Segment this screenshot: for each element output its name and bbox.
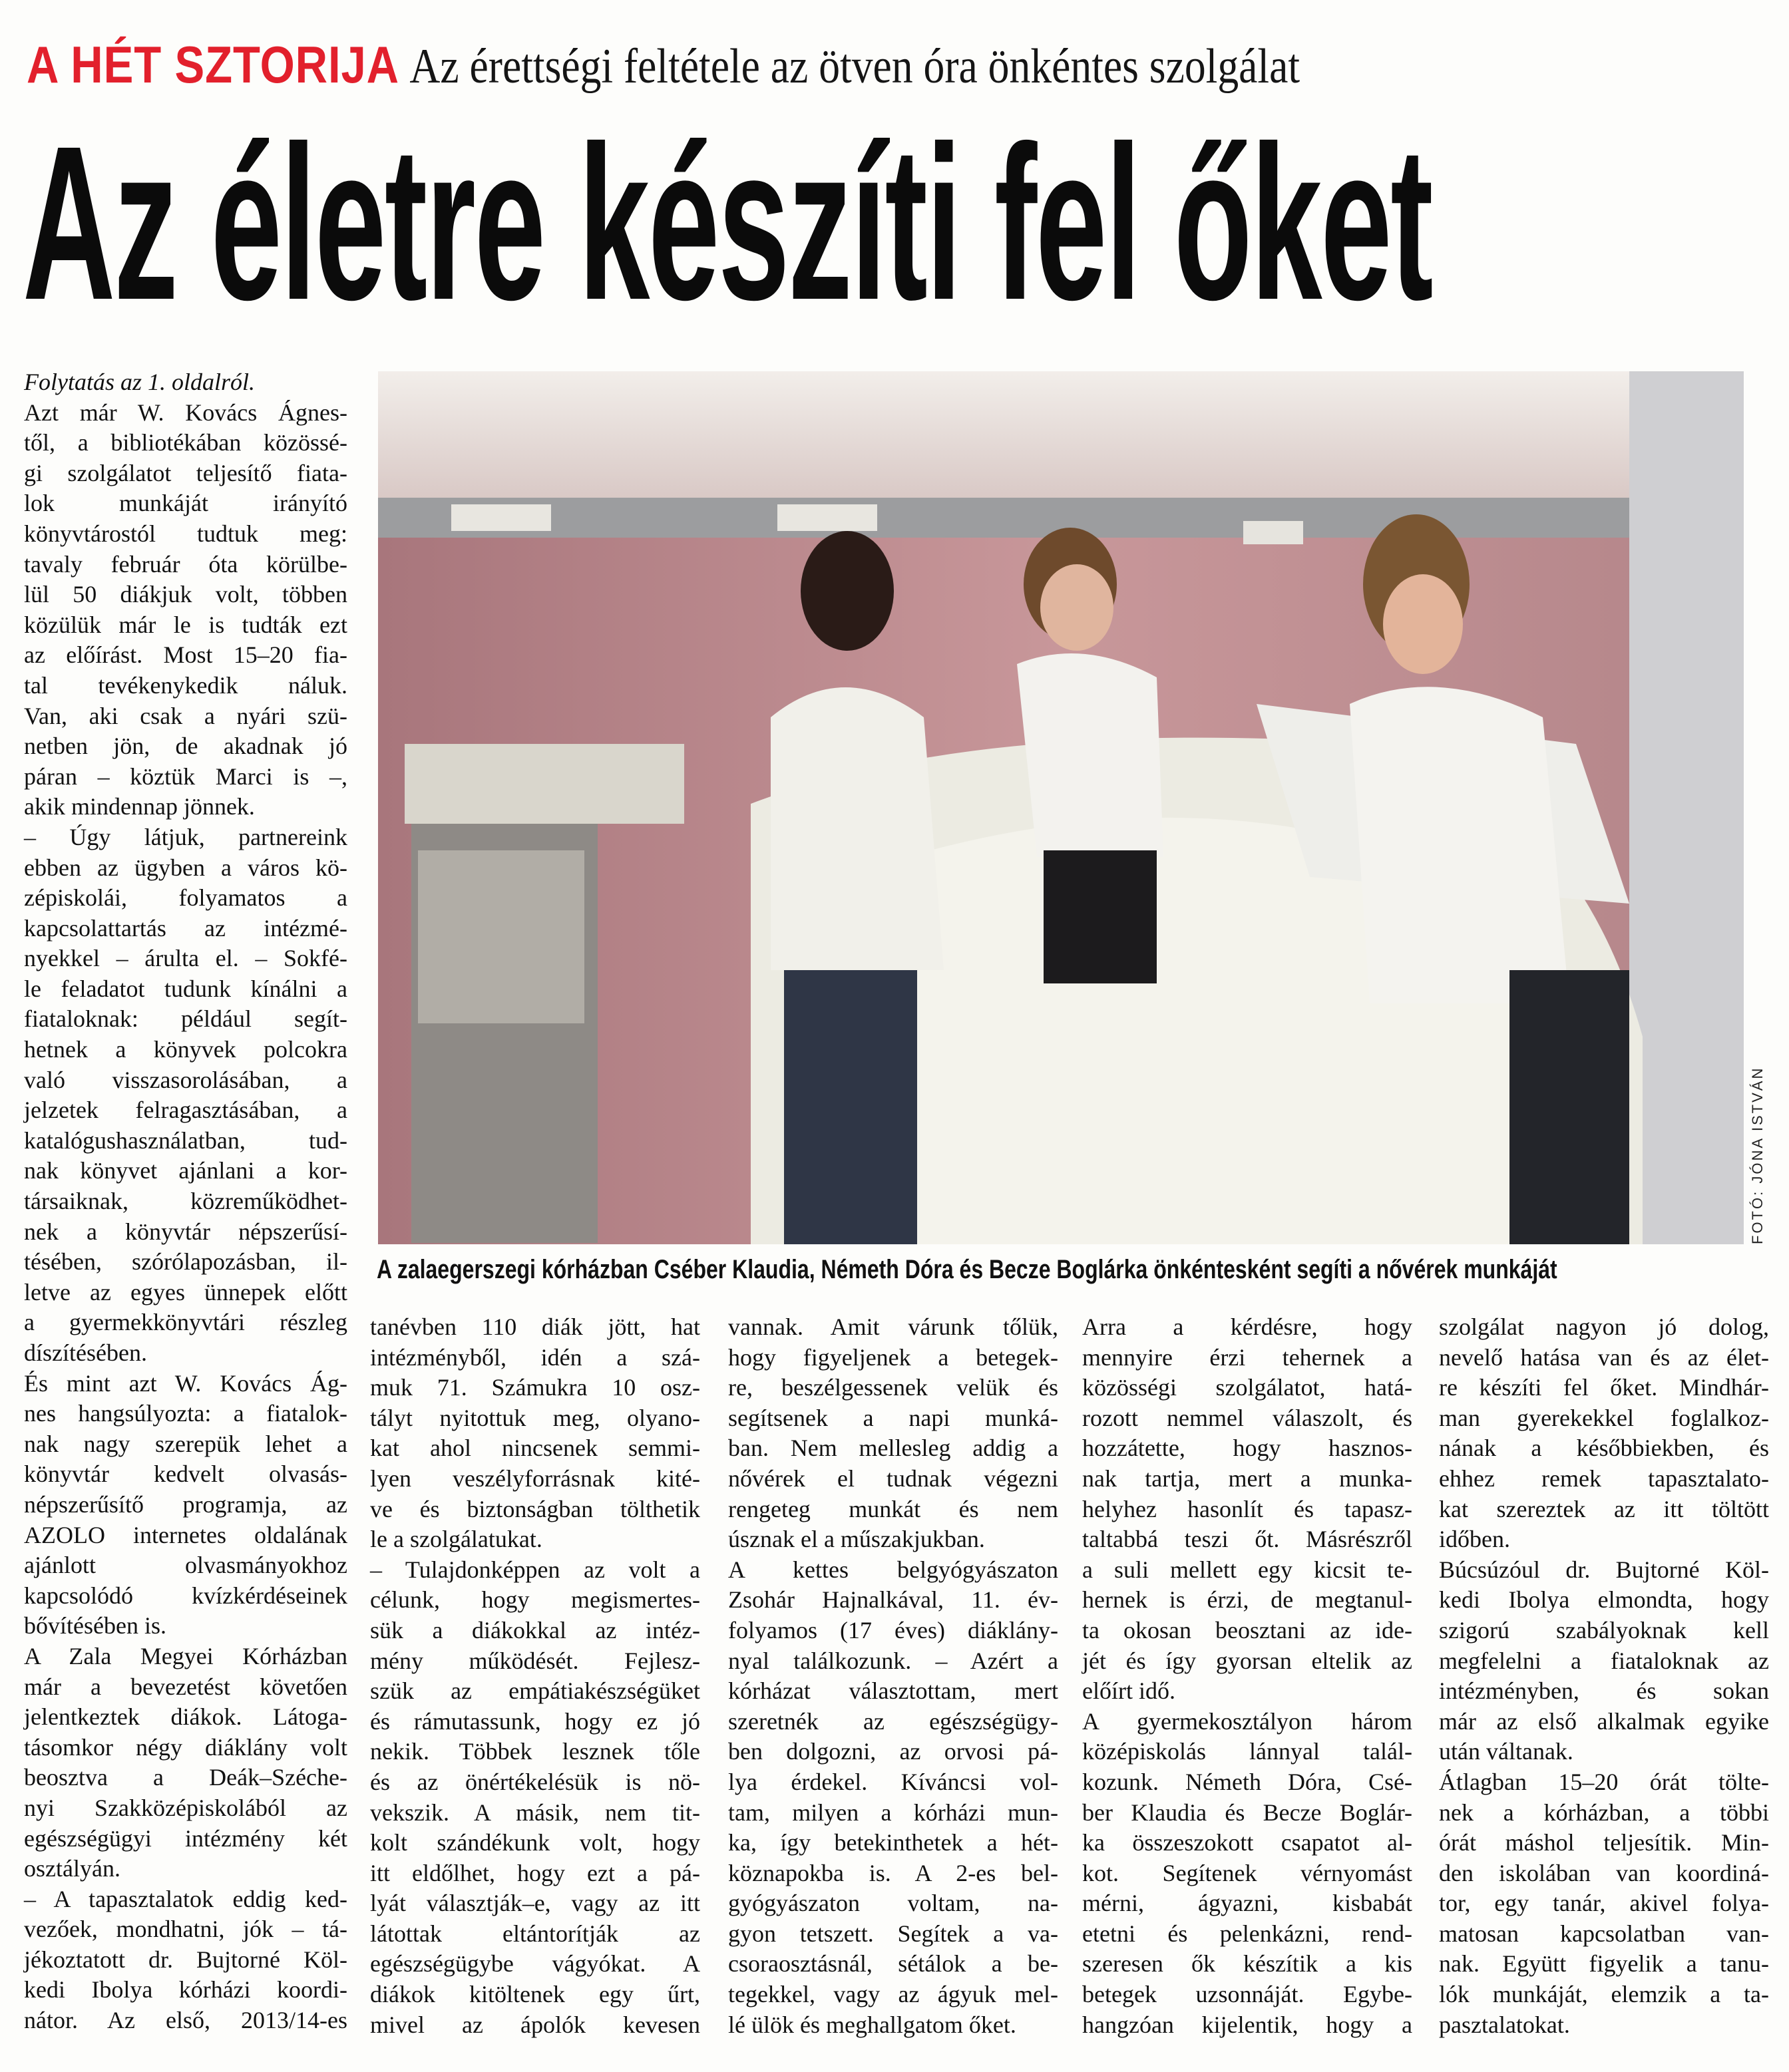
text-line: ve és biztonságban tölthetik — [370, 1495, 700, 1522]
text-line: Zsohár Hajnalkával, 11. év- — [728, 1586, 1058, 1614]
text-line: diákok kitöltenek egy űrt, — [370, 1981, 700, 2008]
text-line: folyamos (17 éves) diáklány- — [728, 1616, 1058, 1643]
text-line: köznapokba is. A 2-es bel- — [728, 1859, 1058, 1886]
text-line: nyekkel – árulta el. – Sokfé- — [24, 945, 347, 972]
text-line: hangzóan kijelentik, hogy a — [1082, 2011, 1412, 2038]
text-line: nak könyvet ajánlani a kor- — [24, 1157, 347, 1184]
text-line: zépiskolái, folyamatos a — [24, 884, 347, 912]
text-line: kapcsolódó kvízkérdéseinek — [24, 1582, 347, 1609]
text-line: jékoztatott dr. Bujtorné Köl- — [24, 1946, 347, 1973]
paragraph — [728, 1555, 1058, 2041]
text-line: den iskolában van koordiná- — [1439, 1859, 1769, 1886]
text-line: tor, egy tanár, akivel folya- — [1439, 1890, 1769, 1917]
text-line: intézményben, és sokan — [1439, 1677, 1769, 1705]
text-line: ben dolgozni, az orvosi pá- — [728, 1738, 1058, 1765]
text-line: lyen veszélyforrásnak kité- — [370, 1465, 700, 1492]
text-line: intézményből, idén a szá- — [370, 1343, 700, 1371]
text-line: nek a könyvtár népszerűsí- — [24, 1218, 347, 1245]
text-line: A gyermekosztályon három — [1082, 1707, 1412, 1735]
text-line: hozzátette, hogy hasznos- — [1082, 1435, 1412, 1462]
text-line: vezőek, mondhatni, jók – tá- — [24, 1916, 347, 1943]
text-line: megfelelni a fiataloknak az — [1439, 1647, 1769, 1674]
text-line: a suli mellett egy kicsit te- — [1082, 1556, 1412, 1583]
text-line: sük a diákokkal az intéz- — [370, 1616, 700, 1643]
text-line: lók munkáját, elemzik a ta- — [1439, 1981, 1769, 2008]
text-line: beosztva a Deák–Széche- — [24, 1764, 347, 1791]
text-line: kozunk. Németh Dóra, Csé- — [1082, 1768, 1412, 1795]
text-line: nekik. Többek lesznek tőle — [370, 1738, 700, 1765]
text-line: tályt nyitottuk meg, olyano- — [370, 1404, 700, 1431]
text-line: ka összeszokott csapatot al- — [1082, 1829, 1412, 1856]
text-line: muk 71. Számukra 10 osz- — [370, 1374, 700, 1401]
text-line: re készíti fel őket. Mindhár- — [1439, 1374, 1769, 1401]
text-line: kedi Ibolya elmondta, hogy — [1439, 1586, 1769, 1614]
text-line: A kettes belgyógyászaton — [728, 1556, 1058, 1583]
text-line: hogy figyeljenek a betegek- — [728, 1343, 1058, 1371]
text-line: könyvtár kedvelt olvasás- — [24, 1461, 347, 1488]
text-line: szük az empátiakészségüket — [370, 1677, 700, 1705]
text-line: Van, aki csak a nyári szü- — [24, 702, 347, 729]
text-line: gi szolgálatot teljesítő fiata- — [24, 459, 347, 486]
text-line: már az első alkalmak egyike — [1439, 1707, 1769, 1735]
text-line: És mint azt W. Kovács Ág- — [24, 1369, 347, 1397]
text-line: mennyire érzi tehernek a — [1082, 1343, 1412, 1371]
text-line: segítsenek a napi munká- — [728, 1404, 1058, 1431]
subtitle: Az érettségi feltétele az ötven óra önkéntes szolgálat — [409, 39, 1300, 94]
text-line: nak. Együtt figyelik a tanu- — [1439, 1950, 1769, 1978]
text-line: katalógushasználatban, tud- — [24, 1126, 347, 1154]
paragraph — [728, 1312, 1058, 1555]
text-line: fiataloknak: például segít- — [24, 1005, 347, 1033]
photo-credit: FOTÓ: JÓNA ISTVÁN — [1749, 1066, 1766, 1244]
section-label: A HÉT SZTORIJA — [27, 35, 399, 94]
kicker-line — [27, 35, 1300, 95]
text-line: középiskolás lánnyal talál- — [1082, 1738, 1412, 1765]
text-line: pasztalatokat. — [1439, 2011, 1570, 2038]
text-line: egészségügyi intézmény két — [24, 1824, 347, 1852]
text-line: kedi Ibolya kórházi koordi- — [24, 1976, 347, 2003]
text-line: Azt már W. Kovács Ágnes- — [24, 399, 347, 426]
text-line: vekszik. A másik, nem tit- — [370, 1799, 700, 1826]
text-line: lül 50 diákjuk volt, többen — [24, 581, 347, 608]
text-line: hernek is érzi, de megtanul- — [1082, 1586, 1412, 1614]
text-line: tásomkor négy diáklány volt — [24, 1733, 347, 1761]
text-line: szolgálat nagyon jó dolog, — [1439, 1313, 1769, 1340]
paragraph — [24, 398, 347, 822]
text-line: után váltanak. — [1439, 1738, 1573, 1765]
text-line: társaiknak, közreműködhet- — [24, 1188, 347, 1215]
text-line: szigorú szabályoknak kell — [1439, 1616, 1769, 1643]
text-line: tam, milyen a kórházi mun- — [728, 1799, 1058, 1826]
paragraph — [370, 1312, 700, 1555]
text-line: az előírást. Most 15–20 fia- — [24, 641, 347, 669]
text-line: hetnek a könyvek polcokra — [24, 1036, 347, 1063]
text-line: és rámutassunk, hogy ez jó — [370, 1707, 700, 1735]
text-line: nyal találkozunk. – Azért a — [728, 1647, 1058, 1674]
text-line: díszítésében. — [24, 1339, 147, 1366]
text-line: lé ülök és meghallgatom őket. — [728, 2011, 1016, 2038]
text-column-3 — [728, 1312, 1058, 2040]
paragraph — [1439, 1312, 1769, 1555]
text-line: ehhez remek tapasztalato- — [1439, 1465, 1769, 1492]
text-line: Búcsúzóul dr. Bujtorné Köl- — [1439, 1556, 1769, 1583]
text-line: már a bevezetést követően — [24, 1673, 347, 1700]
paragraph — [1082, 1312, 1412, 1707]
text-column-5 — [1439, 1312, 1769, 2040]
text-line: – A tapasztalatok eddig ked- — [24, 1885, 347, 1912]
text-line: Folytatás az 1. oldalról. — [24, 369, 256, 395]
paragraph — [1439, 1555, 1769, 1767]
text-line: nővérek el tudnak végezni — [728, 1465, 1058, 1492]
article-photo — [378, 371, 1744, 1244]
text-line: AZOLO internetes oldalának — [24, 1521, 347, 1548]
text-line: kórházat választottam, mert — [728, 1677, 1058, 1705]
photo-caption: A zalaegerszegi kórházban Cséber Klaudia, Németh Dóra és Becze Boglárka önkéntesként segíti a nővérek munkáját — [377, 1255, 1557, 1284]
paragraph — [24, 1641, 347, 1884]
text-line: ber Klaudia és Becze Boglár- — [1082, 1799, 1412, 1826]
text-line: közösségi szolgálatot, hatá- — [1082, 1374, 1412, 1401]
text-line: ajánlott olvasmányokhoz — [24, 1552, 347, 1579]
paragraph — [24, 1369, 347, 1641]
text-column-4 — [1082, 1312, 1412, 2040]
text-line: a gyermekkönyvtári részleg — [24, 1309, 347, 1336]
text-line: időben. — [1439, 1526, 1510, 1553]
text-line: mény működését. Fejlesz- — [370, 1647, 700, 1674]
text-line: taltabbá teszi őt. Másrészről — [1082, 1526, 1412, 1553]
text-line: mérni, ágyazni, kisbabát — [1082, 1890, 1412, 1917]
text-line: bővítésében is. — [24, 1612, 166, 1640]
text-line: ban. Nem mellesleg addig a — [728, 1435, 1058, 1462]
text-line: Átlagban 15–20 órát tölte- — [1439, 1768, 1769, 1795]
text-line: való visszasorolásában, a — [24, 1066, 347, 1093]
text-line: nes hangsúlyozta: a fiatalok- — [24, 1400, 347, 1427]
text-line: etetni és pelenkázni, rend- — [1082, 1920, 1412, 1947]
text-line: órát máshol teljesítik. Min- — [1439, 1829, 1769, 1856]
text-line: nyi Szakközépiskolából az — [24, 1794, 347, 1821]
text-line: szeresen ők készítik a kis — [1082, 1950, 1412, 1978]
text-line: szeretnék az egészségügy- — [728, 1707, 1058, 1735]
text-line: kolt szándékunk volt, hogy — [370, 1829, 700, 1856]
text-line: népszerűsítő programja, az — [24, 1490, 347, 1518]
text-line: lyát választják–e, vagy az itt — [370, 1890, 700, 1917]
text-line: közülük már le is tudták ezt — [24, 611, 347, 638]
headline: Az életre készíti fel őket — [23, 100, 1432, 345]
text-line: gyon tetszett. Segítek a va- — [728, 1920, 1058, 1947]
text-line: jét és így gyorsan eltelik az — [1082, 1647, 1412, 1674]
text-line: A Zala Megyei Kórházban — [24, 1642, 347, 1669]
text-line: csoraosztásnál, sétálok a be- — [728, 1950, 1058, 1978]
text-line: úsznak el a műszakjukban. — [728, 1526, 985, 1553]
text-line: ebben az ügyben a város kö- — [24, 854, 347, 881]
text-line: tanévben 110 diák jött, hat — [370, 1313, 700, 1340]
text-line: rozott nemmel válaszolt, és — [1082, 1404, 1412, 1431]
paragraph — [24, 822, 347, 1369]
text-line: kat szereztek az itt töltött — [1439, 1495, 1769, 1522]
text-line: itt eldőlhet, hogy ezt a pá- — [370, 1859, 700, 1886]
text-line: man gyerekekkel foglalkoz- — [1439, 1404, 1769, 1431]
text-line: akik mindennap jönnek. — [24, 793, 255, 820]
text-line: kot. Segítenek vérnyomást — [1082, 1859, 1412, 1886]
text-line: könyvtárostól tudtuk meg: — [24, 520, 347, 547]
text-line: – Úgy látjuk, partnereink — [24, 823, 347, 850]
text-column-1 — [24, 367, 347, 2036]
paragraph — [24, 367, 347, 398]
text-line: nak tartja, mert a munka- — [1082, 1465, 1412, 1492]
text-line: jelentkeztek diákok. Látoga- — [24, 1703, 347, 1731]
text-line: netben jön, de akadnak jó — [24, 733, 347, 760]
text-line: kat ahol nincsenek semmi- — [370, 1435, 700, 1462]
text-line: nak nagy szerepük lehet a — [24, 1430, 347, 1457]
text-line: tavaly február óta körülbe- — [24, 550, 347, 578]
text-line: ta okosan beosztani az ide- — [1082, 1616, 1412, 1643]
text-line: től, a bibliotékában közössé- — [24, 429, 347, 456]
text-line: kapcsolattartás az intézmé- — [24, 914, 347, 942]
text-line: osztályán. — [24, 1855, 120, 1882]
text-line: lya érdekel. Kíváncsi vol- — [728, 1768, 1058, 1795]
text-line: előírt idő. — [1082, 1677, 1175, 1705]
paragraph — [1439, 1767, 1769, 2040]
text-line: le feladatot tudunk kínálni a — [24, 975, 347, 1002]
text-line: – Tulajdonképpen az volt a — [370, 1556, 700, 1583]
paragraph — [24, 1884, 347, 2036]
text-line: mivel az ápolók kevesen — [370, 2011, 700, 2038]
text-line: látottak eltántorítják az — [370, 1920, 700, 1947]
text-line: nevelő hatása van és az élet- — [1439, 1343, 1769, 1371]
text-line: nátor. Az első, 2013/14-es — [24, 2007, 347, 2034]
text-line: célunk, hogy megismertes- — [370, 1586, 700, 1614]
text-line: nek a kórházban, a többi — [1439, 1799, 1769, 1826]
text-column-2 — [370, 1312, 700, 2040]
paragraph — [1082, 1707, 1412, 2041]
text-line: tésében, szórólapozásban, il- — [24, 1248, 347, 1276]
text-line: lok munkáját irányító — [24, 490, 347, 517]
text-line: Arra a kérdésre, hogy — [1082, 1313, 1412, 1340]
text-line: tegekkel, vagy az ágyuk mel- — [728, 1981, 1058, 2008]
text-line: és az önértékelésük is nö- — [370, 1768, 700, 1795]
text-line: helyhez hasonlít és tapasz- — [1082, 1495, 1412, 1522]
text-line: matosan kapcsolatban van- — [1439, 1920, 1769, 1947]
text-line: páran – köztük Marci is –, — [24, 763, 347, 790]
text-line: le a szolgálatukat. — [370, 1526, 542, 1553]
photo-hospital-beds — [378, 371, 1744, 1244]
text-line: betegek uzsonnáját. Egybe- — [1082, 1981, 1412, 2008]
text-line: vannak. Amit várunk tőlük, — [728, 1313, 1058, 1340]
text-line: nának a későbbiekben, és — [1439, 1435, 1769, 1462]
text-line: re, beszélgessenek velük és — [728, 1374, 1058, 1401]
text-line: ka, így betekinthetek a hét- — [728, 1829, 1058, 1856]
text-line: gyógyászaton voltam, na- — [728, 1890, 1058, 1917]
text-line: egészségügybe vágyókat. A — [370, 1950, 700, 1978]
paragraph — [370, 1555, 700, 2041]
text-line: letve az egyes ünnepek előtt — [24, 1278, 347, 1305]
text-line: rengeteg munkát és nem — [728, 1495, 1058, 1522]
text-line: jelzetek felragasztásában, a — [24, 1097, 347, 1124]
text-line: tal tevékenykedik náluk. — [24, 671, 347, 699]
